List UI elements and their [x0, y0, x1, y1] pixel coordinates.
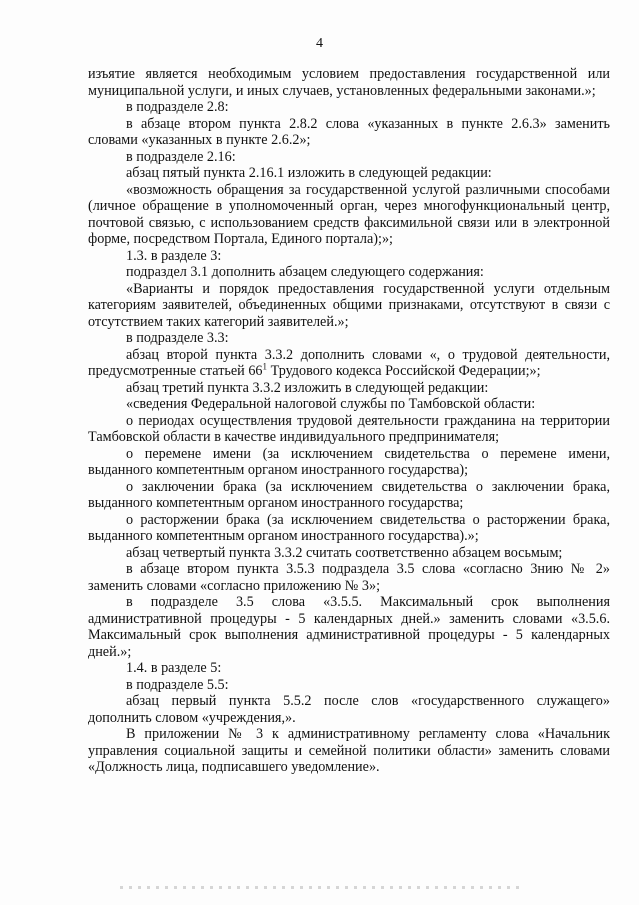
- paragraph-with-superscript: [88, 347, 610, 380]
- paragraph: о расторжении брака (за исключением свидетельства о расторжении брака, выданного компетентным органом иностранного государства).»;: [88, 511, 610, 544]
- paragraph-text-before: абзац второй пункта 3.3.2 дополнить словами «, о трудовой деятельности, предусмотренные статьей 66: [88, 346, 610, 379]
- document-body: [88, 66, 610, 776]
- superscript: 1: [262, 361, 268, 372]
- paragraph: абзац третий пункта 3.3.2 изложить в следующей редакции:: [126, 379, 489, 396]
- paragraph: изъятие является необходимым условием предоставления государственной или муниципальной услуги, и иных случаев, установленных федеральными законами.»;: [88, 66, 610, 99]
- paragraph: абзац первый пункта 5.5.2 после слов «государственного служащего» дополнить словом «учреждения,».: [88, 693, 610, 726]
- paragraph: в подразделе 2.8:: [126, 99, 229, 115]
- paragraph: 1.3. в разделе 3:: [126, 247, 222, 264]
- paragraph: 1.4. в разделе 5:: [126, 660, 222, 676]
- paragraph: подраздел 3.1 дополнить абзацем следующего содержания:: [126, 264, 484, 280]
- paragraph: в подразделе 5.5:: [126, 676, 229, 693]
- paragraph: в абзаце втором пункта 2.8.2 слова «указанных в пункте 2.6.3» заменить словами «указанных в пункте 2.6.2»;: [88, 115, 610, 148]
- paragraph: абзац пятый пункта 2.16.1 изложить в следующей редакции:: [126, 165, 492, 181]
- paragraph-text-after: Трудового кодекса Российской Федерации;»;: [267, 363, 541, 379]
- paragraph: В приложении № 3 к административному регламенту слова «Начальник управления социальной защиты и семейной политики области» заменить словами «Должность лица, подписавшего уведомление».: [88, 726, 610, 775]
- paragraph: в подразделе 3.5 слова «3.5.5. Максимальный срок выполнения административной процедуры - 5 календарных дней.» заменить словами «3.5.6. Максимальный срок выполнения административной процедуры - 5 календарных дней.»;: [88, 594, 610, 660]
- paragraph: в абзаце втором пункта 3.5.3 подраздела 3.5 слова «согласно 3нию № 2» заменить словами «согласно приложению № 3»;: [88, 561, 610, 594]
- paragraph: о периодах осуществления трудовой деятельности гражданина на территории Тамбовской области в качестве индивидуального предпринимателя;: [88, 412, 610, 445]
- page-number: 4: [316, 36, 323, 51]
- paragraph: в подразделе 2.16:: [126, 148, 236, 165]
- paragraph: абзац четвертый пункта 3.3.2 считать соответственно абзацем восьмым;: [126, 544, 563, 561]
- paragraph: о заключении брака (за исключением свидетельства о заключении брака, выданного компетентным органом иностранного государства;: [88, 478, 610, 511]
- paragraph: «сведения Федеральной налоговой службы по Тамбовской области:: [126, 396, 536, 412]
- paragraph: «Варианты и порядок предоставления государственной услуги отдельным категориям заявителей, объединенных общими признаками, отсутствуют в связи с отсутствием таких категорий заявителей.»;: [88, 280, 610, 330]
- paragraph: о перемене имени (за исключением свидетельства о перемене имени, выданного компетентным органом иностранного государства);: [88, 445, 610, 478]
- scan-artifact-marks: [120, 886, 520, 889]
- paragraph: «возможность обращения за государственной услугой различными способами (личное обращение в уполномоченный орган, через многофункциональный центр, почтовой связью, с использованием средств факсимильной связи или в электронной форме, посредством Портала, Единого портала);»;: [88, 181, 610, 247]
- paragraph: в подразделе 3.3:: [126, 330, 229, 346]
